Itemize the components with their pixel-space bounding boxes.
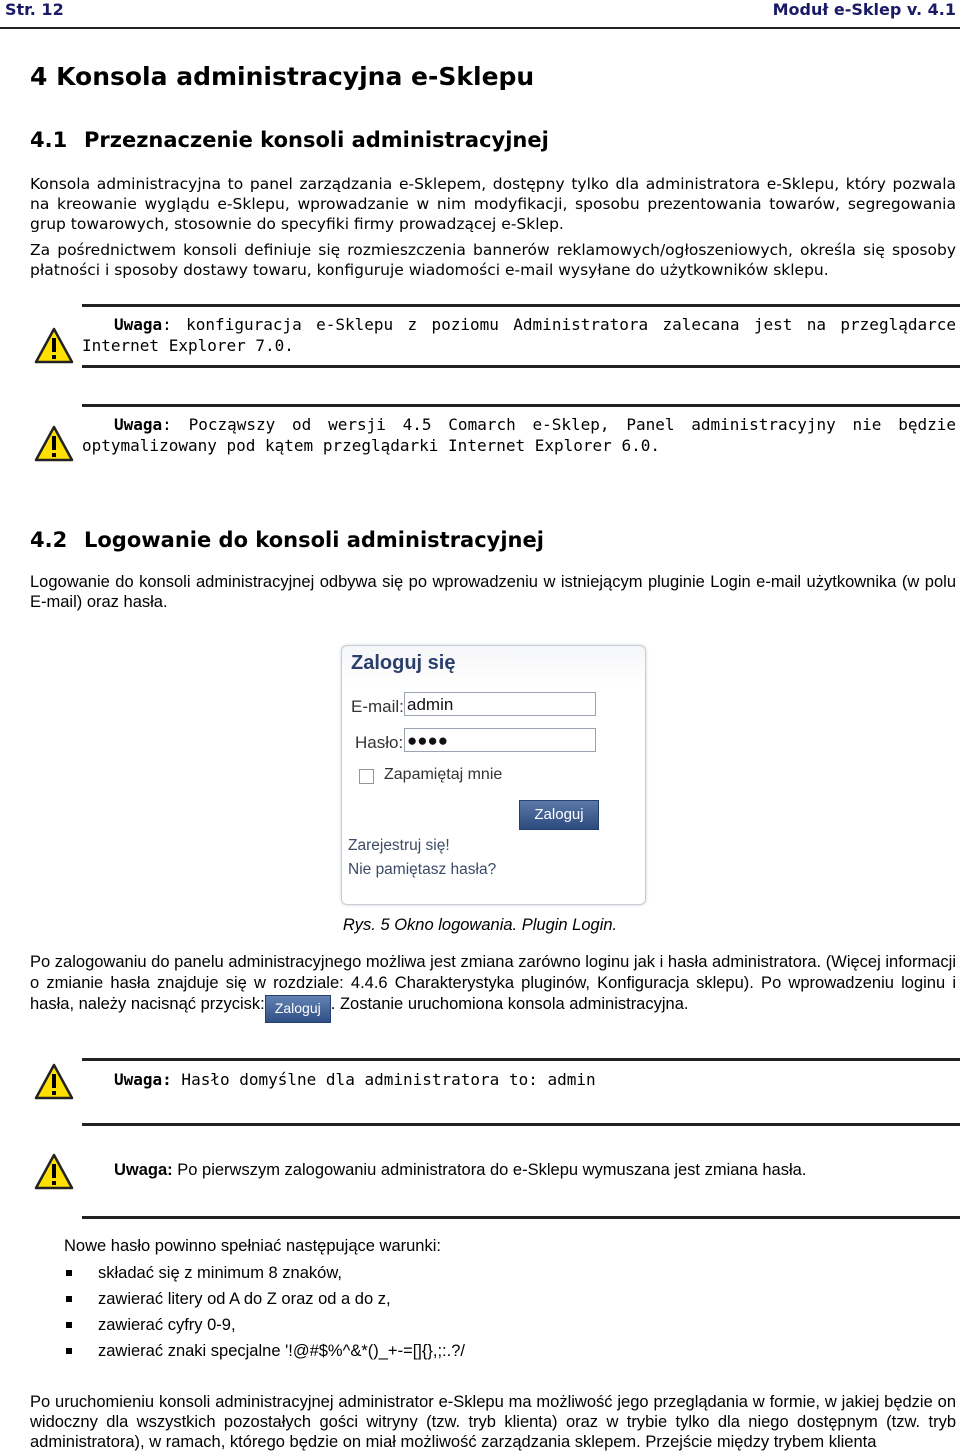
section-heading-4-2 — [30, 528, 544, 552]
paragraph — [30, 952, 956, 1023]
note-top-rule — [82, 1058, 960, 1061]
page-number: Str. 12 — [5, 0, 64, 19]
paragraph: Po uruchomieniu konsoli administracyjnej administrator e-Sklepu ma możliwość jego przeglądania w formie, w jakiej będzie on widoczny dla wszystkich pozostałych gości witryny (tzw. tryb klienta) oraz w trybie tylko dla niego dostępnym (tzw. tryb administratora), w ramach, którego będzie on miał możliwość zarządzania sklepem. Przejście między trybem klienta — [30, 1393, 956, 1451]
note-body: Po pierwszym zalogowaniu administratora do e-Sklepu wymuszana jest zmiana hasła. — [172, 1161, 807, 1179]
requirements-list — [64, 1262, 465, 1366]
list-item — [64, 1288, 465, 1314]
note-label: Uwaga: — [114, 1161, 173, 1179]
forgot-password-link[interactable]: Nie pamiętasz hasła? — [348, 861, 497, 878]
list-item — [64, 1340, 465, 1366]
note-text — [82, 314, 956, 356]
email-field[interactable]: admin — [404, 692, 596, 716]
login-button[interactable]: Zaloguj — [519, 800, 599, 830]
bullet-icon — [66, 1270, 72, 1276]
paragraph: Konsola administracyjna to panel zarządzania e-Sklepem, dostępny tylko dla administratora e-Sklepu, który pozwala na kreowanie wyglądu e-Sklepu, wprowadzanie w nim modyfikacji, sposobu prezentowania towarów, segregowania grup towarowych, stosownie do specyfiki firmy prowadzącej e-Sklep. — [30, 175, 956, 233]
list-item-text: zawierać cyfry 0-9, — [98, 1316, 236, 1334]
section-number: 4.1 — [30, 128, 68, 152]
remember-me-label: Zapamiętaj mnie — [384, 766, 503, 783]
bullet-icon — [66, 1296, 72, 1302]
warning-icon — [34, 424, 74, 464]
note-body: Hasło domyślne dla administratora to: admin — [171, 1070, 596, 1089]
warning-icon — [34, 1062, 74, 1102]
note-bottom-rule — [82, 1216, 960, 1219]
list-item-text: zawierać litery od A do Z oraz od a do z, — [98, 1290, 391, 1308]
section-title: Przeznaczenie konsoli administracyjnej — [84, 128, 549, 152]
paragraph-text: . Zostanie uruchomiona konsola administracyjna. — [330, 995, 689, 1013]
note-text — [82, 414, 956, 456]
note-top-rule — [82, 304, 960, 307]
warning-icon — [34, 1152, 74, 1192]
note-bottom-rule — [82, 1123, 960, 1126]
note-body: : konfiguracja e-Sklepu z poziomu Administratora zalecana jest na przeglądarce Internet Explorer 7.0. — [82, 315, 956, 355]
header-divider — [0, 27, 960, 29]
list-item — [64, 1314, 465, 1340]
inline-login-button: Zaloguj — [265, 995, 331, 1023]
figure-caption: Rys. 5 Okno logowania. Plugin Login. — [342, 916, 618, 934]
warning-note — [30, 1150, 960, 1222]
note-text — [82, 1160, 956, 1181]
warning-note — [30, 1058, 960, 1126]
module-version: Moduł e-Sklep v. 4.1 — [772, 0, 956, 19]
note-label: Uwaga — [114, 415, 163, 434]
bullet-icon — [66, 1322, 72, 1328]
note-body: : Począwszy od wersji 4.5 Comarch e-Sklep, Panel administracyjny nie będzie optymalizowany pod kątem przeglądarki Internet Explorer 6.0. — [82, 415, 956, 455]
paragraph: Logowanie do konsoli administracyjnej odbywa się po wprowadzeniu w istniejącym pluginie Login e-mail użytkownika (w polu E-mail) oraz hasła. — [30, 573, 956, 611]
email-label: E-mail: — [351, 697, 404, 716]
page-header — [0, 0, 960, 30]
list-item — [64, 1262, 465, 1288]
warning-icon — [34, 326, 74, 366]
note-bottom-rule — [82, 365, 960, 368]
requirements-intro: Nowe hasło powinno spełniać następujące warunki: — [64, 1237, 441, 1255]
section-number: 4.2 — [30, 528, 68, 552]
paragraph-text: Po zalogowaniu do panelu administracyjnego możliwa jest zmiana zarówno loginu jak i hasła administratora. (Więcej informacji o zmianie hasła znajduje się w rozdziale: 4.4.6 Charakterystyka pluginów, Konfiguracja sklepu). Po wprowadzeniu loginu i hasła, należy nacisnąć przycisk: — [30, 953, 956, 1013]
warning-note — [30, 304, 960, 368]
register-link[interactable]: Zarejestruj się! — [348, 837, 450, 854]
note-text — [82, 1069, 956, 1090]
paragraph: Za pośrednictwem konsoli definiuje się rozmieszczenia bannerów reklamowych/ogłoszeniowych, określa się sposoby płatności i sposoby dostawy towaru, konfiguruje wiadomości e-mail wysyłane do użytkowników sklepu. — [30, 241, 956, 279]
warning-note — [30, 404, 960, 468]
section-title: Logowanie do konsoli administracyjnej — [84, 528, 544, 552]
list-item-text: składać się z minimum 8 znaków, — [98, 1264, 342, 1282]
remember-me-checkbox[interactable] — [359, 769, 374, 784]
note-top-rule — [82, 404, 960, 407]
bullet-icon — [66, 1348, 72, 1354]
password-label: Hasło: — [355, 733, 404, 752]
note-label: Uwaga — [114, 315, 163, 334]
section-heading-4-1 — [30, 128, 549, 152]
list-item-text: zawierać znaki specjalne '!@#$%^&*()_+-=[]{},;:.?/ — [98, 1342, 465, 1360]
login-title: Zaloguj się — [351, 652, 456, 674]
chapter-title: 4 Konsola administracyjna e-Sklepu — [30, 62, 535, 91]
password-field[interactable]: ●●●● — [404, 728, 596, 752]
login-plugin — [341, 645, 646, 905]
note-label: Uwaga: — [114, 1070, 172, 1089]
